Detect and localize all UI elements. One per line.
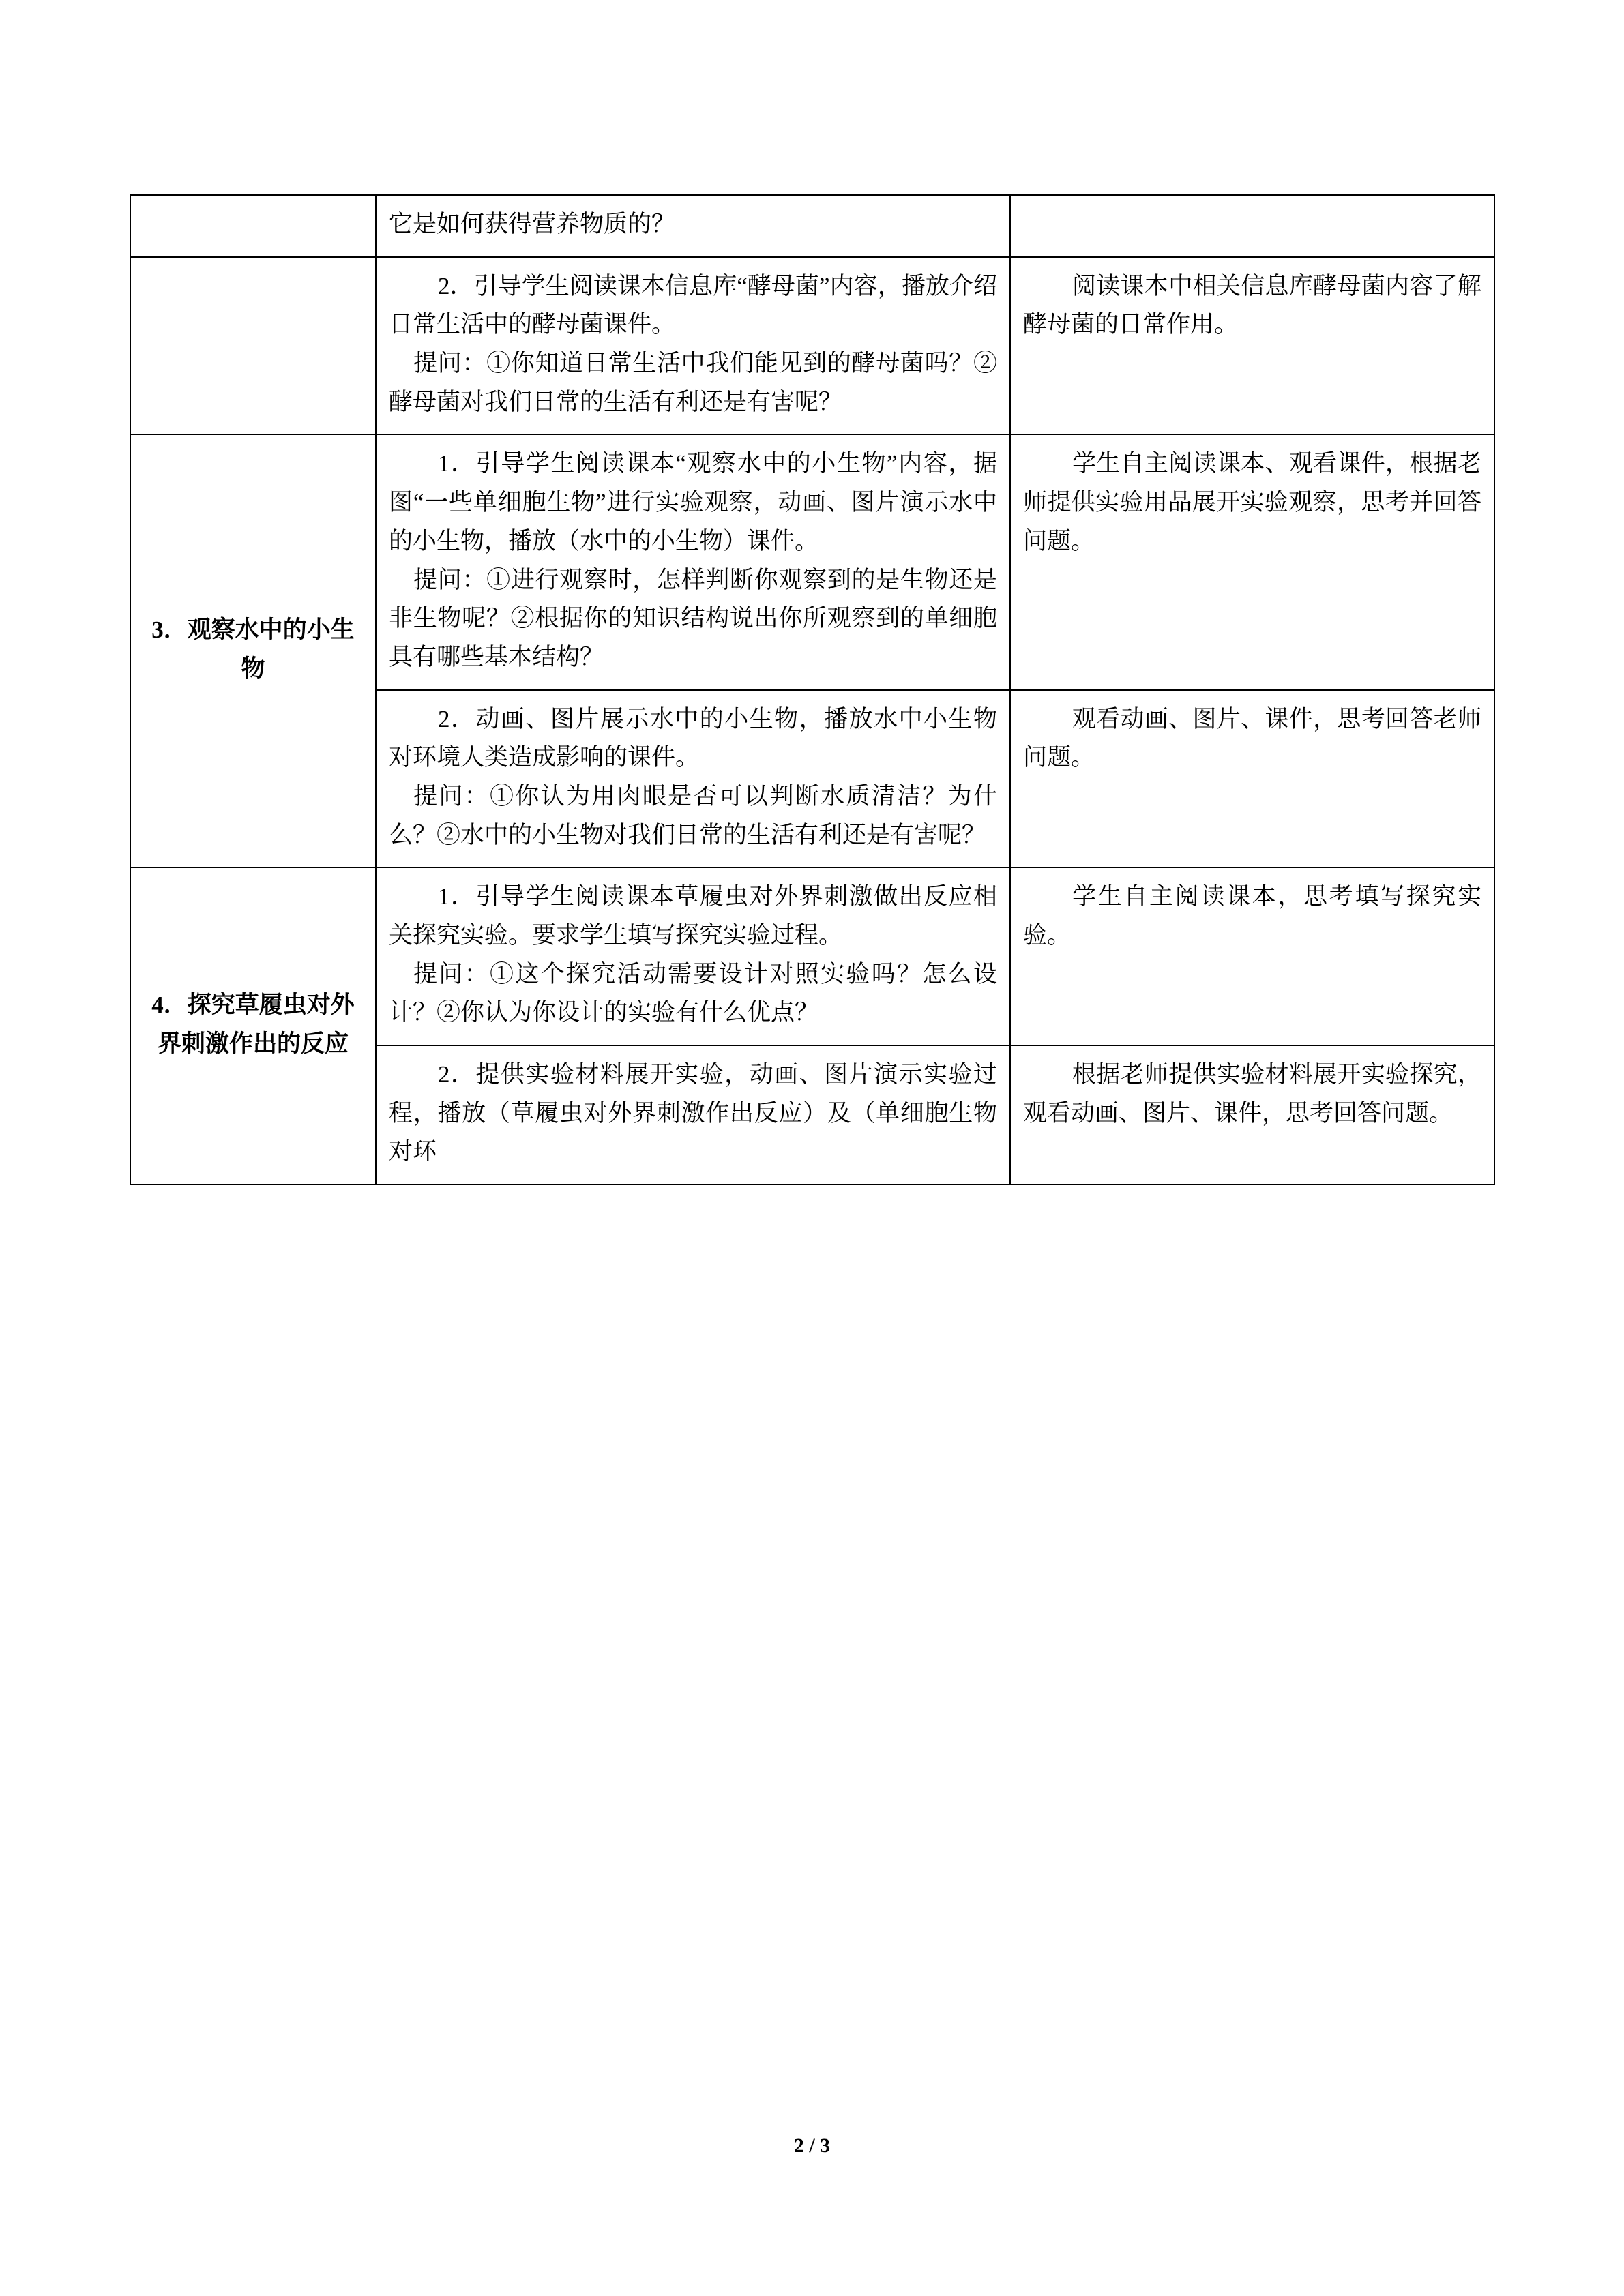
row-label-cell (130, 257, 376, 435)
row-content-cell (376, 1045, 1010, 1184)
row-content-cell (376, 434, 1010, 689)
content-paragraph: 1．引导学生阅读课本草履虫对外界刺激做出反应相关探究实验。要求学生填写探究实验过程。 (389, 883, 997, 949)
note-paragraph: 学生自主阅读课本，思考填写探究实验。 (1023, 883, 1481, 949)
note-paragraph: 观看动画、图片、课件，思考回答老师问题。 (1023, 705, 1481, 771)
table-row (130, 195, 1494, 257)
row-label-text: 3．观察水中的小生物 (151, 616, 355, 682)
row-note-cell (1010, 434, 1494, 689)
content-paragraph: 2．引导学生阅读课本信息库“酵母菌”内容，播放介绍日常生活中的酵母菌课件。 (389, 272, 997, 338)
row-note-cell (1010, 690, 1494, 868)
lesson-plan-table (130, 194, 1495, 1185)
content-paragraph: 2．提供实验材料展开实验，动画、图片演示实验过程，播放（草履虫对外界刺激作出反应）及（单细胞生物对环 (389, 1061, 997, 1165)
row-note-cell (1010, 867, 1494, 1045)
row-content-cell (376, 690, 1010, 868)
table-row (130, 867, 1494, 1045)
row-note-cell (1010, 257, 1494, 435)
row-label-cell (130, 434, 376, 867)
content-paragraph: 它是如何获得营养物质的？ (389, 211, 676, 237)
row-content-cell (376, 867, 1010, 1045)
content-paragraph: 提问：①进行观察时，怎样判断你观察到的是生物还是非生物呢？②根据你的知识结构说出你所观察到的单细胞具有哪些基本结构？ (389, 566, 997, 670)
row-content-cell (376, 195, 1010, 257)
content-paragraph: 提问：①你知道日常生活中我们能见到的酵母菌吗？②酵母菌对我们日常的生活有利还是有害呢？ (389, 350, 997, 415)
row-label-cell (130, 195, 376, 257)
note-paragraph: 学生自主阅读课本、观看课件，根据老师提供实验用品展开实验观察，思考并回答问题。 (1023, 450, 1481, 554)
table-row (130, 434, 1494, 689)
note-paragraph: 根据老师提供实验材料展开实验探究，观看动画、图片、课件，思考回答问题。 (1023, 1061, 1481, 1127)
content-paragraph: 1．引导学生阅读课本“观察水中的小生物”内容，据图“一些单细胞生物”进行实验观察，动画、图片演示水中的小生物，播放（水中的小生物）课件。 (389, 450, 997, 554)
row-content-cell (376, 257, 1010, 435)
row-label-text: 4．探究草履虫对外界刺激作出的反应 (151, 992, 355, 1057)
content-paragraph: 2．动画、图片展示水中的小生物，播放水中小生物对环境人类造成影响的课件。 (389, 705, 997, 771)
note-paragraph: 阅读课本中相关信息库酵母菌内容了解酵母菌的日常作用。 (1023, 272, 1481, 338)
table-row (130, 257, 1494, 435)
content-paragraph: 提问：①这个探究活动需要设计对照实验吗？怎么设计？②你认为你设计的实验有什么优点？ (389, 960, 997, 1026)
content-paragraph: 提问：①你认为用肉眼是否可以判断水质清洁？为什么？②水中的小生物对我们日常的生活有利还是有害呢？ (389, 782, 997, 848)
page-number: 2 / 3 (793, 2134, 831, 2157)
row-label-cell (130, 867, 376, 1184)
row-note-cell (1010, 195, 1494, 257)
row-note-cell (1010, 1045, 1494, 1184)
